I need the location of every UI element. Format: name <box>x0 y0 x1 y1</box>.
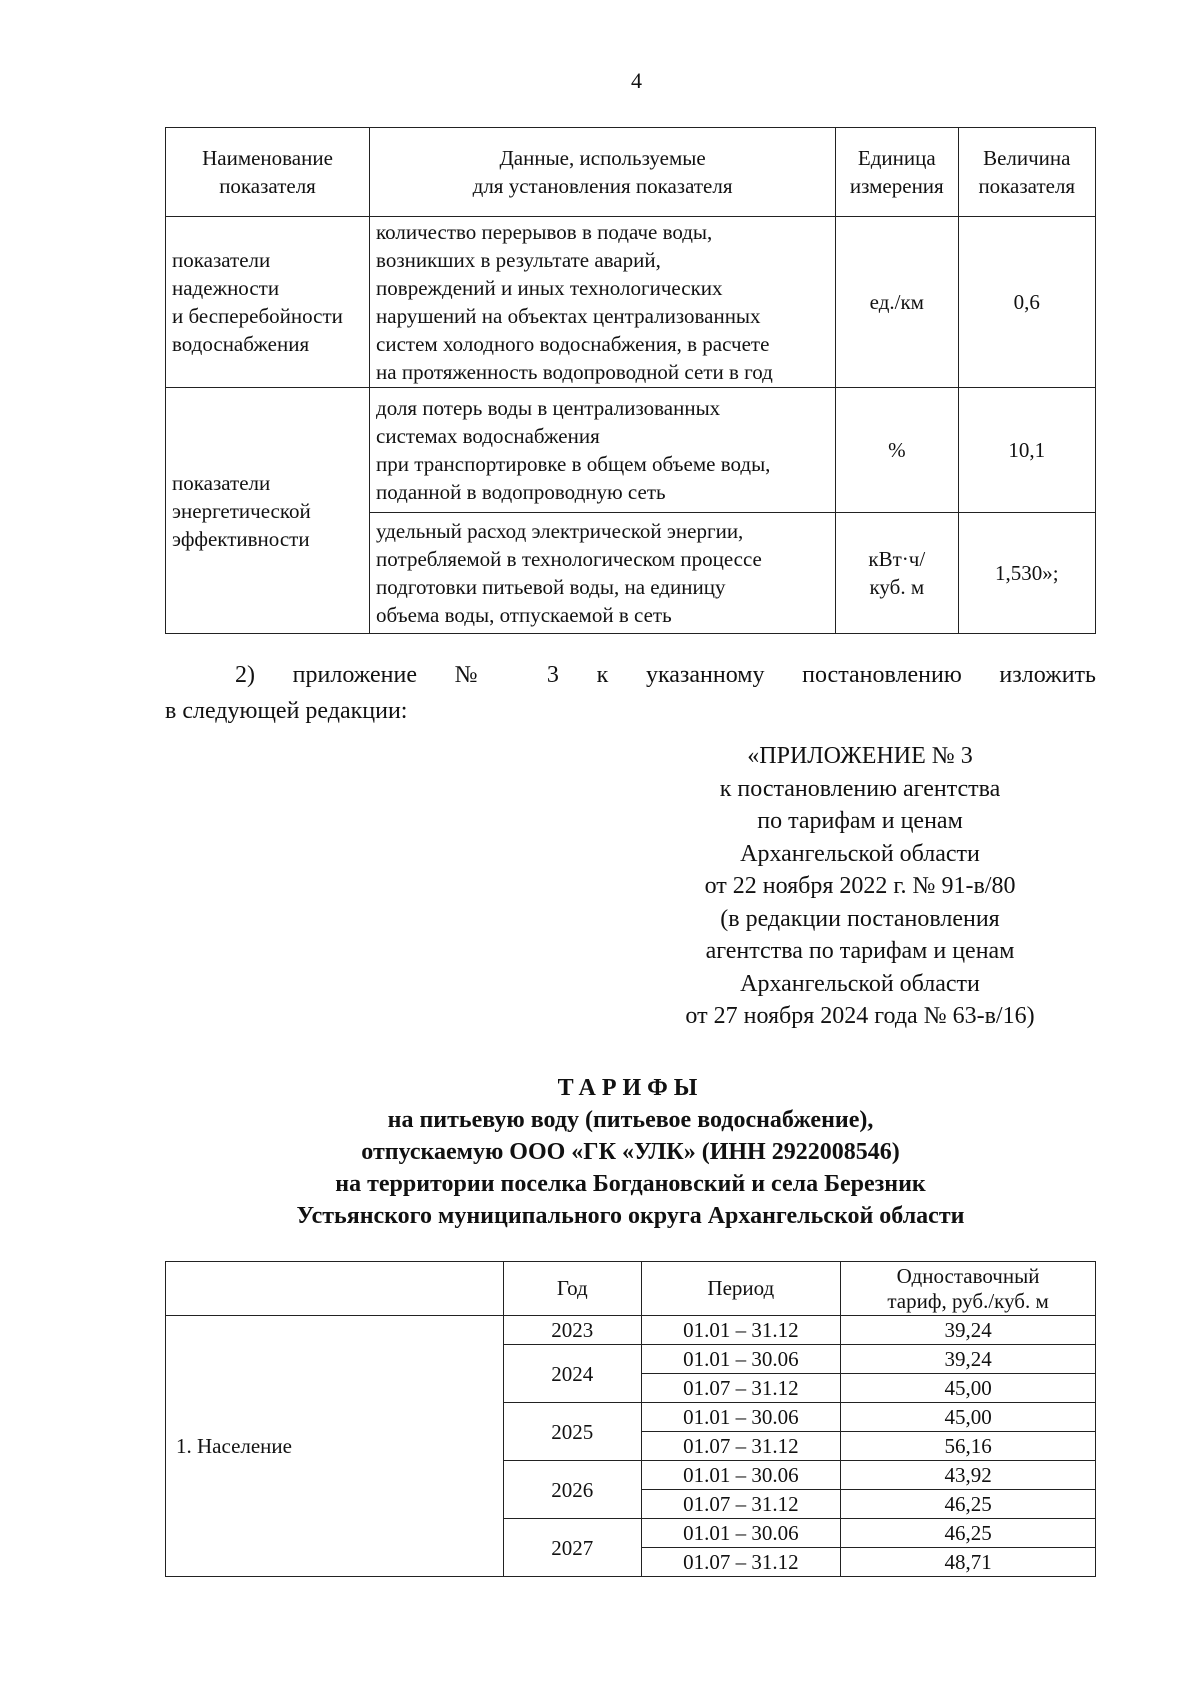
appendix-line: агентства по тарифам и ценам <box>705 938 1015 964</box>
appendix-line: «ПРИЛОЖЕНИЕ № 3 <box>747 743 973 769</box>
tariff-cell: 45,00 <box>841 1403 1096 1432</box>
indicator-data: количество перерывов в подаче воды, возникших в результате аварий, повреждений и иных технологических нарушений на объектах централизованных систем холодного водоснабжения, в расчете на протяженность водопроводной сети в год <box>370 217 836 388</box>
period-cell: 01.01 – 30.06 <box>641 1519 841 1548</box>
indicator-group-reliability: показатели надежности и бесперебойности водоснабжения <box>166 217 370 388</box>
header-value: Величина показателя <box>958 128 1095 217</box>
indicator-value: 10,1 <box>958 388 1095 513</box>
indicator-unit: % <box>836 388 958 513</box>
tariff-table <box>165 1261 1096 1577</box>
appendix-line: (в редакции постановления <box>720 905 1000 932</box>
indicator-value: 1,530»; <box>958 513 1095 634</box>
header-unit: Единица измерения <box>836 128 958 217</box>
page-number: 4 <box>631 68 642 93</box>
header-empty <box>166 1262 504 1316</box>
title-line: на территории поселка Богдановский и села Березник <box>335 1171 926 1197</box>
indicator-unit: ед./км <box>836 217 958 388</box>
tariff-cell: 46,25 <box>841 1490 1096 1519</box>
period-cell: 01.07 – 31.12 <box>641 1490 841 1519</box>
indicator-unit: кВт·ч/ куб. м <box>836 513 958 634</box>
period-cell: 01.07 – 31.12 <box>641 1432 841 1461</box>
category-cell: 1. Население <box>166 1316 504 1577</box>
header-period: Период <box>641 1262 841 1316</box>
year-cell: 2026 <box>504 1461 641 1519</box>
indicator-group-energy: показатели энергетической эффективности <box>166 388 370 634</box>
period-cell: 01.07 – 31.12 <box>641 1548 841 1577</box>
tariff-cell: 39,24 <box>841 1345 1096 1374</box>
table-header-row <box>166 128 1096 217</box>
year-cell: 2027 <box>504 1519 641 1577</box>
indicator-value: 0,6 <box>958 217 1095 388</box>
title-line: Устьянского муниципального округа Архангельской области <box>296 1203 965 1229</box>
header-tariff: Одноставочный тариф, руб./куб. м <box>841 1262 1096 1316</box>
header-data: Данные, используемые для установления показателя <box>370 128 836 217</box>
header-year: Год <box>504 1262 641 1316</box>
table-row <box>166 217 1096 388</box>
tariff-cell: 46,25 <box>841 1519 1096 1548</box>
period-cell: 01.01 – 31.12 <box>641 1316 841 1345</box>
period-cell: 01.01 – 30.06 <box>641 1345 841 1374</box>
year-cell: 2024 <box>504 1345 641 1403</box>
appendix-line: от 27 ноября 2024 года № 63-в/16) <box>685 1003 1035 1029</box>
title-line: на питьевую воду (питьевое водоснабжение), <box>387 1107 874 1133</box>
year-cell: 2025 <box>504 1403 641 1461</box>
year-cell: 2023 <box>504 1316 641 1345</box>
appendix-line: Архангельской области <box>740 970 980 997</box>
appendix-block <box>620 740 1100 1033</box>
tariff-cell: 45,00 <box>841 1374 1096 1403</box>
header-indicator-name: Наименование показателя <box>166 128 370 217</box>
table-row <box>166 1316 1096 1345</box>
tariff-cell: 43,92 <box>841 1461 1096 1490</box>
title-heading: ТАРИФЫ <box>557 1075 704 1101</box>
tariff-cell: 56,16 <box>841 1432 1096 1461</box>
tariff-cell: 48,71 <box>841 1548 1096 1577</box>
tariffs-title <box>165 1072 1096 1232</box>
appendix-line: по тарифам и ценам <box>757 808 963 834</box>
appendix-line: от 22 ноября 2022 г. № 91-в/80 <box>704 873 1016 899</box>
title-line: отпускаемую ООО «ГК «УЛК» (ИНН 2922008546) <box>361 1139 900 1165</box>
period-cell: 01.01 – 30.06 <box>641 1403 841 1432</box>
tariff-cell: 39,24 <box>841 1316 1096 1345</box>
period-cell: 01.01 – 30.06 <box>641 1461 841 1490</box>
period-cell: 01.07 – 31.12 <box>641 1374 841 1403</box>
table-header-row <box>166 1262 1096 1316</box>
amendment-paragraph: 2) приложение № 3 к указанному постановлению изложить в следующей редакции: <box>165 662 1096 724</box>
table-row <box>166 388 1096 513</box>
appendix-line: Архангельской области <box>740 840 980 867</box>
indicator-data: доля потерь воды в централизованных системах водоснабжения при транспортировке в общем объеме воды, поданной в водопроводную сеть <box>370 388 836 513</box>
indicators-table <box>165 127 1096 634</box>
appendix-line: к постановлению агентства <box>719 775 1001 802</box>
indicator-data: удельный расход электрической энергии, потребляемой в технологическом процессе подготовки питьевой воды, на единицу объема воды, отпускаемой в сеть <box>370 513 836 634</box>
